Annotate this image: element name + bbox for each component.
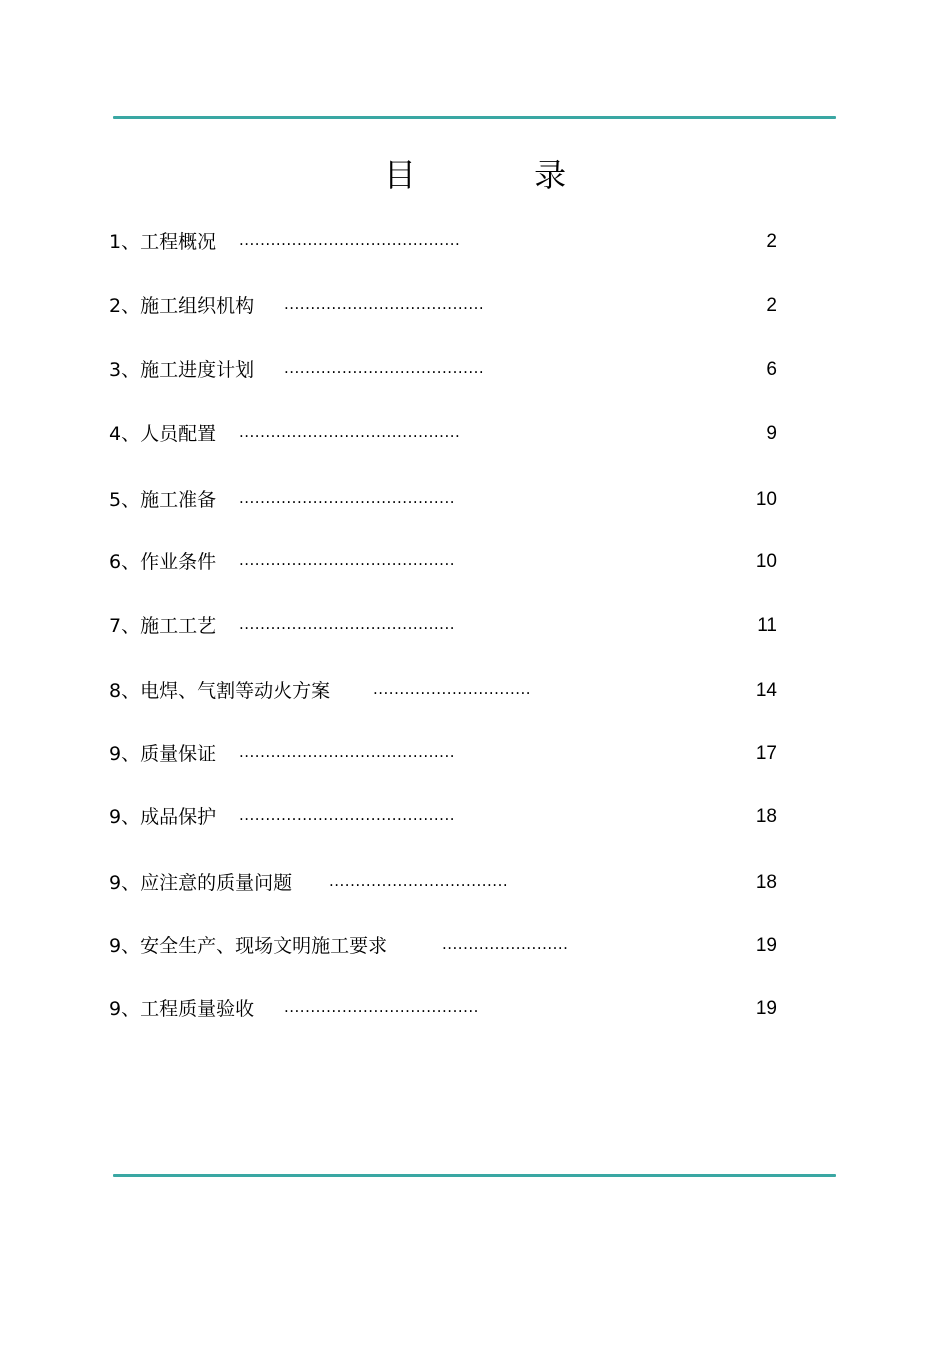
toc-entry-label: 2、施工组织机构 (109, 295, 255, 317)
toc-page-number: 14 (755, 680, 777, 701)
bottom-divider (113, 1174, 836, 1177)
toc-entry[interactable] (109, 548, 777, 576)
toc-entry-label: 7、施工工艺 (109, 615, 217, 637)
toc-page-number: 10 (755, 551, 777, 572)
toc-entry-label: 9、应注意的质量问题 (109, 872, 293, 894)
toc-page-number: 18 (755, 872, 777, 893)
toc-dot-leader: ...................................... (284, 359, 485, 377)
toc-entry-label: 8、电焊、气割等动火方案 (109, 680, 331, 702)
toc-page-number: 19 (755, 998, 777, 1019)
toc-page-number: 11 (757, 615, 777, 636)
toc-page-number: 2 (766, 231, 777, 252)
toc-dot-leader: ......................................... (239, 806, 455, 824)
toc-entry[interactable] (109, 356, 777, 384)
toc-entry[interactable] (109, 420, 777, 448)
toc-page-number: 19 (755, 935, 777, 956)
toc-entry-label: 9、工程质量验收 (109, 998, 255, 1020)
toc-entry[interactable] (109, 932, 777, 960)
toc-dot-leader: ......................................... (239, 743, 455, 761)
toc-dot-leader: ...................................... (284, 295, 485, 313)
toc-dot-leader: .................................. (329, 872, 509, 890)
toc-entry[interactable] (109, 486, 777, 514)
toc-entry[interactable] (109, 869, 777, 897)
toc-dot-leader: ........................ (442, 935, 569, 953)
toc-entry[interactable] (109, 612, 777, 640)
toc-entry-label: 3、施工进度计划 (109, 359, 255, 381)
toc-entry-label: 6、作业条件 (109, 551, 217, 573)
toc-page-number: 2 (766, 295, 777, 316)
toc-entry-label: 9、质量保证 (109, 743, 217, 765)
toc-entry-label: 4、人员配置 (109, 423, 217, 445)
toc-entry[interactable] (109, 803, 777, 831)
toc-page-number: 18 (755, 806, 777, 827)
toc-entry-label: 5、施工准备 (109, 489, 217, 511)
toc-dot-leader: ......................................... (239, 489, 455, 507)
toc-entry[interactable] (109, 292, 777, 320)
toc-page-number: 10 (755, 489, 777, 510)
toc-dot-leader: .......................................... (239, 423, 461, 441)
toc-title: 目 录 (383, 156, 621, 194)
toc-dot-leader: ......................................... (239, 551, 455, 569)
toc-entry[interactable] (109, 228, 777, 256)
toc-entry[interactable] (109, 677, 777, 705)
toc-entry-label: 9、安全生产、现场文明施工要求 (109, 935, 388, 957)
toc-dot-leader: .............................. (373, 680, 532, 698)
toc-dot-leader: ......................................... (239, 615, 455, 633)
toc-entry[interactable] (109, 995, 777, 1023)
toc-page-number: 6 (766, 359, 777, 380)
toc-dot-leader: .......................................... (239, 231, 461, 249)
toc-page-number: 9 (766, 423, 777, 444)
toc-entry-label: 9、成品保护 (109, 806, 217, 828)
toc-entry-label: 1、工程概况 (109, 231, 217, 253)
toc-dot-leader: ..................................... (284, 998, 479, 1016)
toc-page-number: 17 (755, 743, 777, 764)
toc-entry[interactable] (109, 740, 777, 768)
